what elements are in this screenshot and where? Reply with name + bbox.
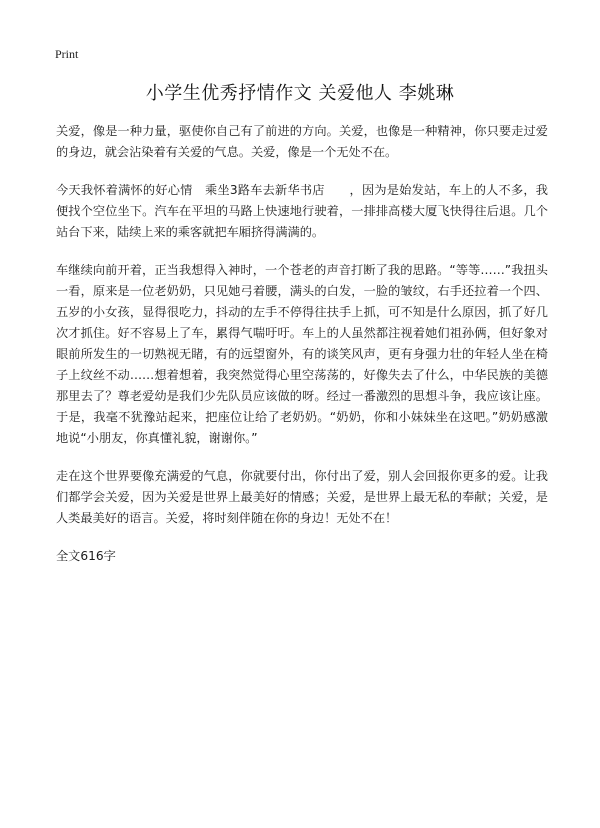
article-body [56,121,548,567]
word-count: 全文616字 [56,549,116,563]
article-title: 小学生优秀抒情作文 关爱他人 李姚琳 [145,83,455,104]
paragraph-3: 车继续向前开着，正当我想得入神时，一个苍老的声音打断了我的思路。“等等……”我扭头一看，原来是一位老奶奶，只见她弓着腰，满头的白发，一脸的皱纹，右手还拉着一个四、五岁的小女孩，显得很吃力，抖动的左手不停得往扶手上抓，可不知是什么原因，抓了好几次才抓住。好不容易上了车，累得气喘吁吁。车上的人虽然都注视着她们祖孙俩，但好象对眼前所发生的一切熟视无睹，有的远望窗外，有的谈笑风声，更有身强力壮的年轻人坐在椅子上纹丝不动……想着想着，我突然觉得心里空荡荡的，好像失去了什么，中华民族的美德那里去了？尊老爱幼是我们少先队员应该做的呀。经过一番激烈的思想斗争，我应该让座。于是，我毫不犹豫站起来，把座位让给了老奶奶。“奶奶，你和小妹妹坐在这吧。”奶奶感激地说“小朋友，你真懂礼貌，谢谢你。” [56,263,548,445]
paragraph-1: 关爱，像是一种力量，驱使你自己有了前进的方向。关爱，也像是一种精神，你只要走过爱的身边，就会沾染着有关爱的气息。关爱，像是一个无处不在。 [56,124,548,159]
print-link[interactable]: Print [55,47,79,61]
paragraph-4: 走在这个世界要像充满爱的气息，你就要付出，你付出了爱，别人会回报你更多的爱。让我们都学会关爱，因为关爱是世界上最美好的情感；关爱，是世界上最无私的奉献；关爱，是人类最美好的语言。关爱，将时刻伴随在你的身边！无处不在！ [56,469,548,525]
paragraph-2: 今天我怀着满怀的好心情 乘坐3路车去新华书店 ，因为是始发站，车上的人不多，我便找个空位坐下。汽车在平坦的马路上快速地行驶着，一排排高楼大厦飞快得往后退。几个站台下来，陆续上来的乘客就把车厢挤得满满的。 [56,183,548,239]
